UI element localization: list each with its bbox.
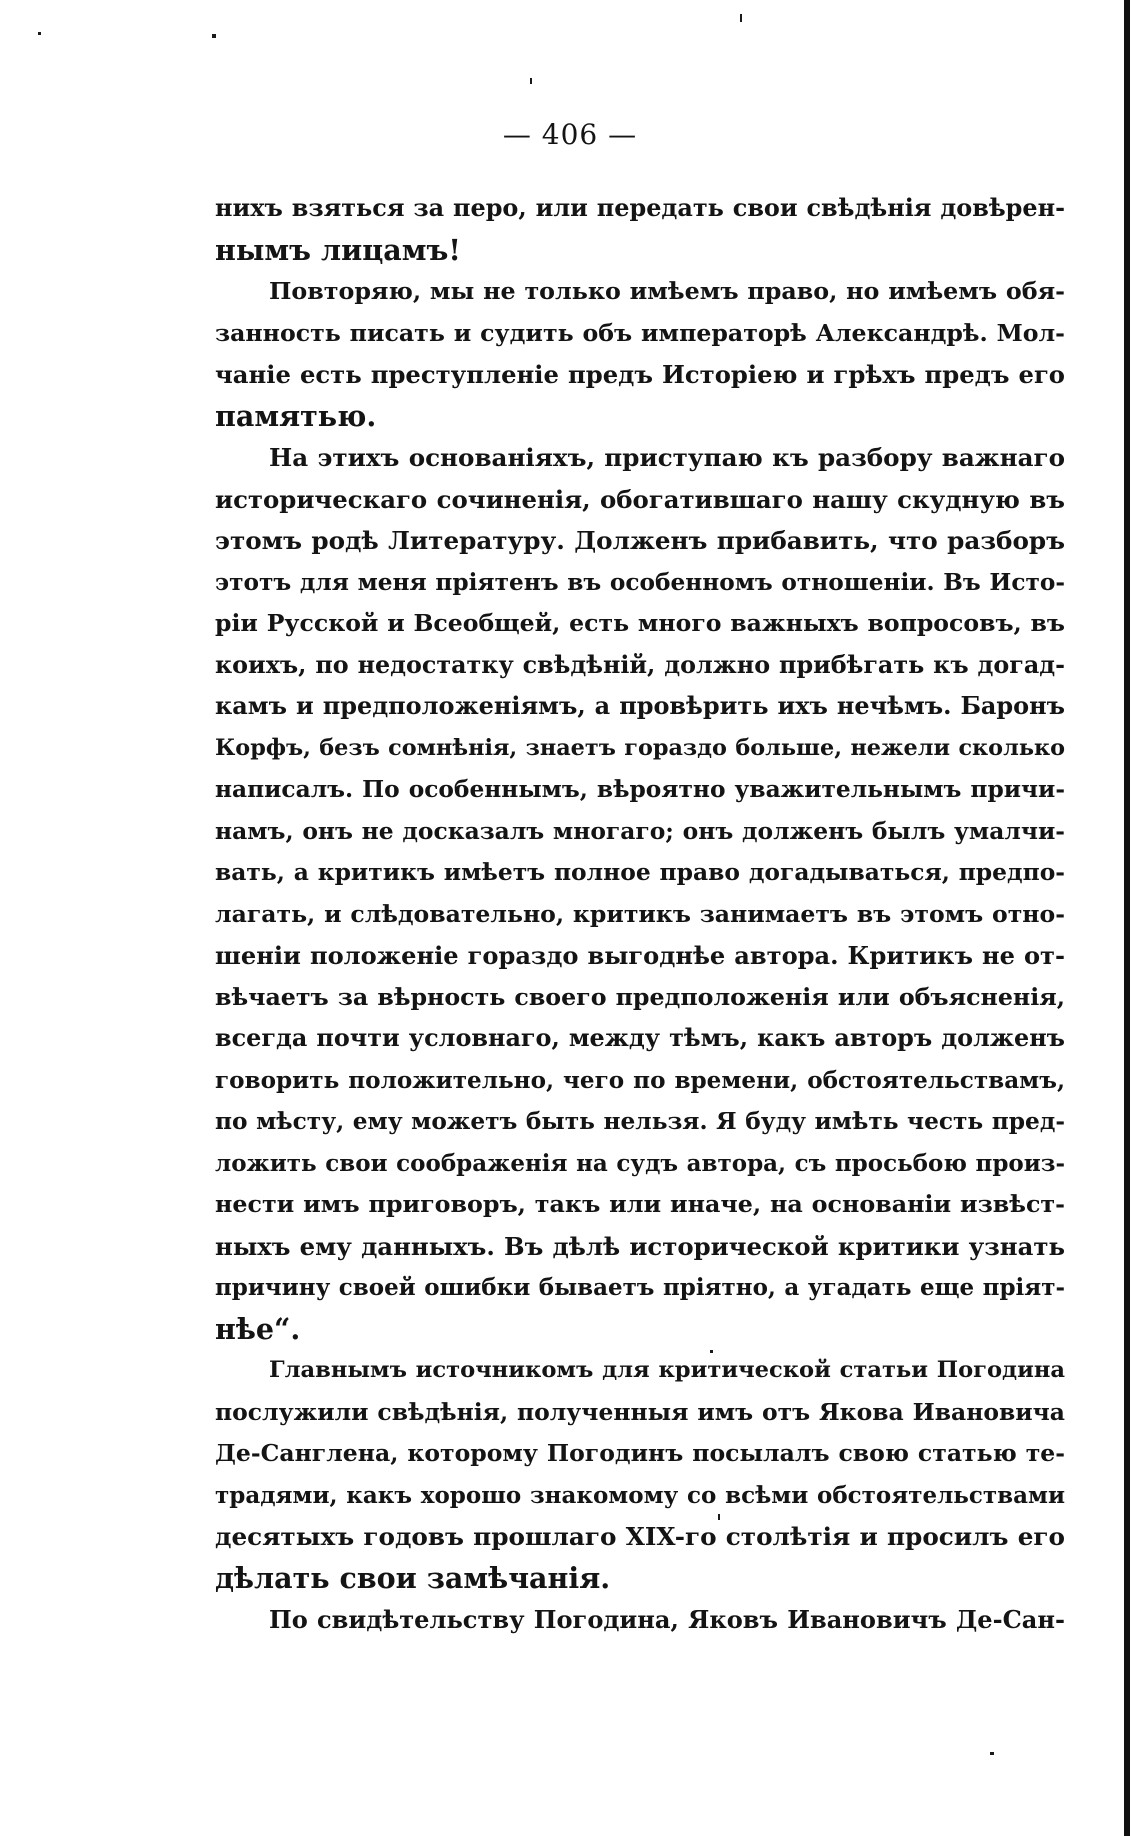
text-line: На этихъ основаніяхъ, приступаю къ разбору важнаго <box>269 443 1065 472</box>
text-line: нести имъ приговоръ, такъ или иначе, на основаніи извѣст- <box>215 1190 1065 1218</box>
paragraph <box>215 437 1065 1350</box>
scan-speck <box>740 14 742 22</box>
text-line: этотъ для меня пріятенъ въ особенномъ отношеніи. Въ Исто- <box>215 568 1065 596</box>
page-number: — 406 — <box>502 118 638 151</box>
text-line: камъ и предположеніямъ, а провѣрить ихъ нечѣмъ. Баронъ <box>215 692 1065 720</box>
paragraph <box>215 1350 1065 1599</box>
text-line: занность писать и судить объ императорѣ Александрѣ. Мол- <box>215 318 1065 347</box>
text-line: нѣе“. <box>215 1311 301 1346</box>
text-line: ріи Русской и Всеобщей, есть много важныхъ вопросовъ, въ <box>215 609 1065 637</box>
text-line: коихъ, по недостатку свѣдѣній, должно прибѣгать къ догад- <box>215 650 1065 679</box>
text-line: вать, а критикъ имѣетъ полное право догадываться, предпо- <box>215 858 1065 886</box>
text-line: шеніи положеніе гораздо выгоднѣе автора. Критикъ не от- <box>215 941 1065 970</box>
text-line: ложить свои соображенія на судъ автора, съ просьбою произ- <box>215 1149 1065 1177</box>
paragraph <box>215 1599 1065 1641</box>
text-line: ныхъ ему данныхъ. Въ дѣлѣ исторической критики узнать <box>215 1231 1065 1261</box>
page-body <box>215 188 1065 1641</box>
text-line: Де-Санглена, которому Погодинъ посылалъ свою статью те- <box>215 1439 1065 1467</box>
text-line: памятью. <box>215 398 377 433</box>
scan-speck <box>990 1752 994 1755</box>
text-line: нихъ взяться за перо, или передать свои свѣдѣнія довѣрен- <box>215 194 1065 222</box>
scan-speck <box>38 32 41 35</box>
text-line: этомъ родѣ Литературу. Долженъ прибавить, что разборъ <box>215 526 1065 555</box>
text-line: причину своей ошибки бываетъ пріятно, а угадать еще пріят- <box>215 1274 1065 1301</box>
text-line: намъ, онъ не досказалъ многаго; онъ долженъ былъ умалчи- <box>215 816 1065 845</box>
text-line: дѣлать свои замѣчанія. <box>215 1560 611 1595</box>
text-line: всегда почти условнаго, между тѣмъ, какъ авторъ долженъ <box>215 1024 1065 1052</box>
text-line: традями, какъ хорошо знакомому со всѣми обстоятельствами <box>215 1481 1065 1509</box>
scan-speck <box>212 34 216 38</box>
text-line: вѣчаетъ за вѣрность своего предположенія или объясненія, <box>215 982 1065 1011</box>
text-line: говорить положительно, чего по времени, обстоятельствамъ, <box>215 1066 1065 1094</box>
text-line: послужили свѣдѣнія, полученныя имъ отъ Якова Ивановича <box>215 1397 1065 1426</box>
text-line: Главнымъ источникомъ для критической статьи Погодина <box>269 1357 1065 1383</box>
text-line: историческаго сочиненія, обогатившаго нашу скудную въ <box>215 484 1065 514</box>
paragraph <box>215 271 1065 437</box>
text-line: написалъ. По особеннымъ, вѣроятно уважительнымъ причи- <box>215 776 1065 803</box>
text-line: Корфъ, безъ сомнѣнія, знаетъ гораздо больше, нежели сколько <box>215 734 1065 761</box>
text-line: по мѣсту, ему можетъ быть нельзя. Я буду имѣть честь пред- <box>215 1108 1065 1135</box>
page-edge-shadow <box>1124 0 1130 1836</box>
scan-speck <box>530 78 532 84</box>
text-line: чаніе есть преступленіе предъ Исторіею и грѣхъ предъ его <box>215 360 1065 389</box>
text-line: лагать, и слѣдовательно, критикъ занимаетъ въ этомъ отно- <box>215 899 1065 928</box>
text-line: десятыхъ годовъ прошлаго XIX-го столѣтія и просилъ его <box>215 1522 1065 1551</box>
text-line: По свидѣтельству Погодина, Яковъ Ивановичъ Де-Сан- <box>269 1605 1065 1634</box>
paragraph <box>215 188 1065 271</box>
text-line: Повторяю, мы не только имѣемъ право, но имѣемъ обя- <box>269 277 1065 305</box>
text-line: нымъ лицамъ! <box>215 232 461 267</box>
